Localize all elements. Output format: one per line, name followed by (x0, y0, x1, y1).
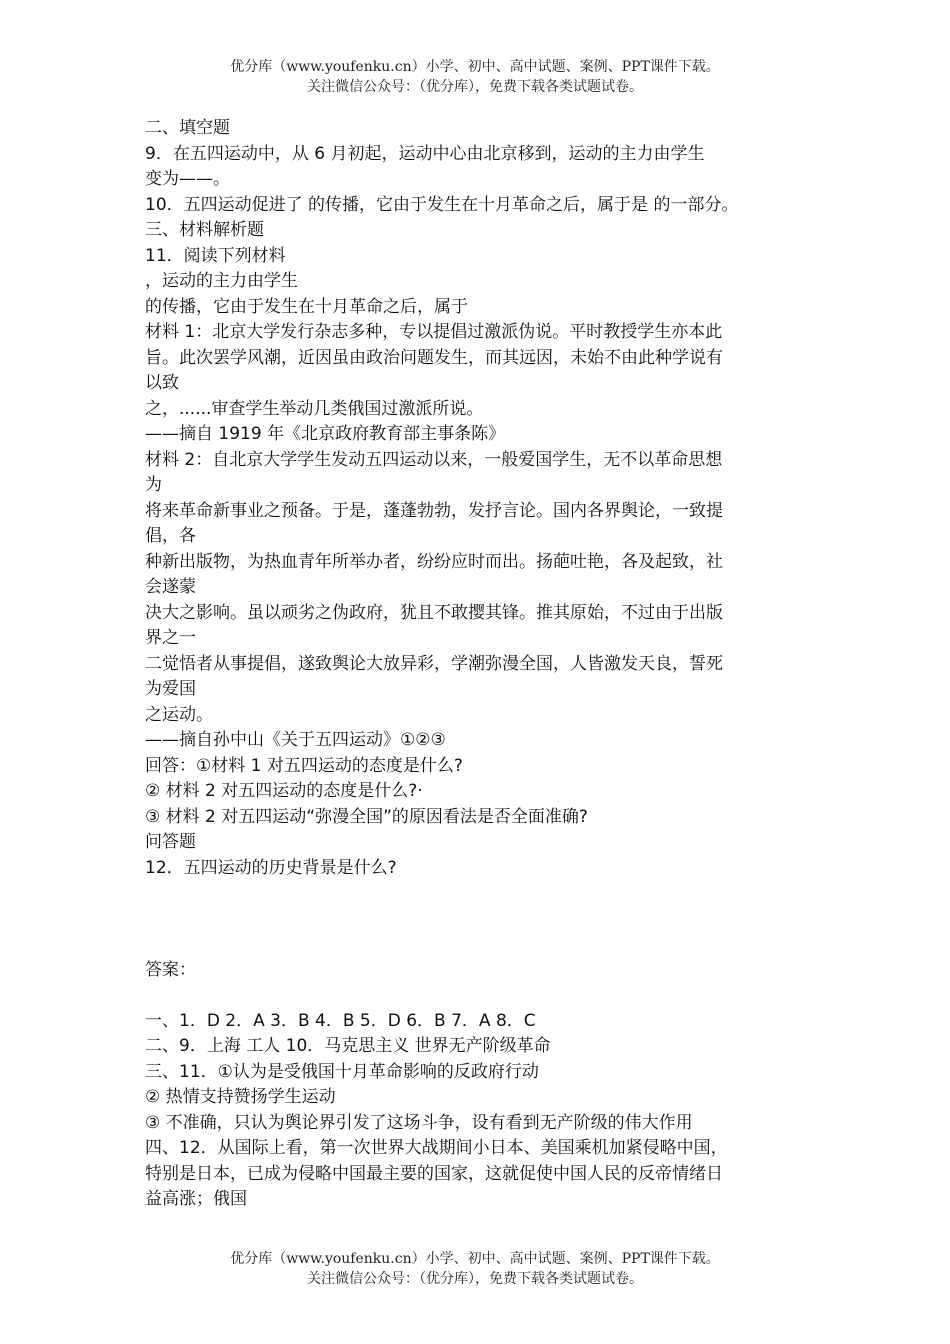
text-line: 材料 1：北京大学发行杂志多种，专以提倡过激派伪说。平时教授学生亦本此 (145, 322, 723, 342)
text-line: 二、填空题 (145, 118, 230, 138)
text-line: 益高涨；俄国 (145, 1189, 247, 1209)
text-line: 将来革命新事业之预备。于是，蓬蓬勃勃，发抒言论。国内各界舆论，一致提 (145, 500, 723, 521)
text-line: 会遂蒙 (145, 577, 196, 597)
text-line: ③ 材料 2 对五四运动“弥漫全国”的原因看法是否全面准确? (145, 806, 588, 827)
text-line: 倡，各 (145, 526, 196, 546)
text-line: 以致 (145, 373, 179, 393)
text-line: 变为——。 (145, 169, 230, 189)
spacer (145, 983, 810, 1009)
text-line: 为爱国 (145, 679, 196, 699)
questions-section (145, 116, 810, 881)
text-line: 问答题 (145, 832, 196, 852)
text-line: 为 (145, 475, 162, 495)
text-line: ② 材料 2 对五四运动的态度是什么?· (145, 781, 423, 801)
footer-line-1: 优分库（www.youfenku.cn）小学、初中、高中试题、案例、PPT课件下载。 (230, 1251, 720, 1267)
text-line: 材料 2：自北京大学学生发动五四运动以来，一般爱国学生，无不以革命思想 (145, 449, 723, 470)
text-line: ——摘自孙中山《关于五四运动》①②③ (145, 730, 446, 750)
text-line: 界之一 (145, 628, 196, 648)
text-line: 特别是日本，已成为侵略中国最主要的国家，这就促使中国人民的反帝情绪日 (145, 1163, 723, 1184)
text-line: ③ 不准确，只认为舆论界引发了这场斗争，设有看到无产阶级的伟大作用 (145, 1112, 693, 1133)
text-line: ——摘自 1919 年《北京政府教育部主事条陈》 (145, 424, 506, 444)
text-line: 之运动。 (145, 704, 213, 725)
text-line: 种新出版物，为热血青年所举办者，纷纷应时而出。扬葩吐艳，各及起致，社 (145, 551, 723, 572)
text-line: ，运动的主力由学生 (145, 271, 298, 291)
text-line: 旨。此次罢学风潮，近因虽由政治问题发生，而其远因，未始不由此种学说有 (145, 347, 723, 368)
text-line: 四、12．从国际上看，第一次世界大战期间小日本、美国乘机加紧侵略中国， (145, 1138, 728, 1158)
spacer (145, 907, 810, 933)
answer-title: 答案： (145, 959, 196, 980)
answers-section (145, 1009, 810, 1213)
text-line: ② 热情支持赞扬学生运动 (145, 1087, 336, 1107)
header-line-1: 优分库（www.youfenku.cn）小学、初中、高中试题、案例、PPT课件下载。 (230, 59, 720, 75)
header-line-2: 关注微信公众号：（优分库），免费下载各类试题试卷。 (307, 79, 643, 95)
page-header (0, 57, 950, 97)
text-line: 二、9．上海 工人 10．马克思主义 世界无产阶级革命 (145, 1036, 551, 1056)
text-line: 12．五四运动的历史背景是什么? (145, 857, 397, 878)
spacer (145, 881, 810, 907)
spacer (145, 932, 810, 958)
page-footer (0, 1249, 950, 1289)
text-line: 9．在五四运动中，从 6 月初起，运动中心由北京移到，运动的主力由学生 (145, 143, 705, 164)
text-line: 一、1．D 2．A 3．B 4．B 5．D 6．B 7．A 8．C (145, 1010, 536, 1031)
text-line: 回答：①材料 1 对五四运动的态度是什么? (145, 755, 463, 776)
document-body (145, 116, 810, 1213)
text-line: 二觉悟者从事提倡，遂致舆论大放异彩，学潮弥漫全国，人皆激发天良，誓死 (145, 653, 723, 674)
text-line: 的传播，它由于发生在十月革命之后，属于 (145, 296, 468, 317)
text-line: 三、材料解析题 (145, 220, 264, 240)
text-line: 三、11．①认为是受俄国十月革命影响的反政府行动 (145, 1061, 539, 1082)
text-line: 之，......审查学生举动几类俄国过激派所说。 (145, 398, 484, 419)
text-line: 10．五四运动促进了 的传播，它由于发生在十月革命之后，属于是 的一部分。 (145, 194, 739, 215)
footer-line-2: 关注微信公众号：（优分库），免费下载各类试题试卷。 (307, 1271, 643, 1287)
text-line: 11．阅读下列材料 (145, 245, 286, 266)
text-line: 决大之影响。虽以顽劣之伪政府，犹且不敢撄其锋。推其原始，不过由于出版 (145, 602, 723, 623)
